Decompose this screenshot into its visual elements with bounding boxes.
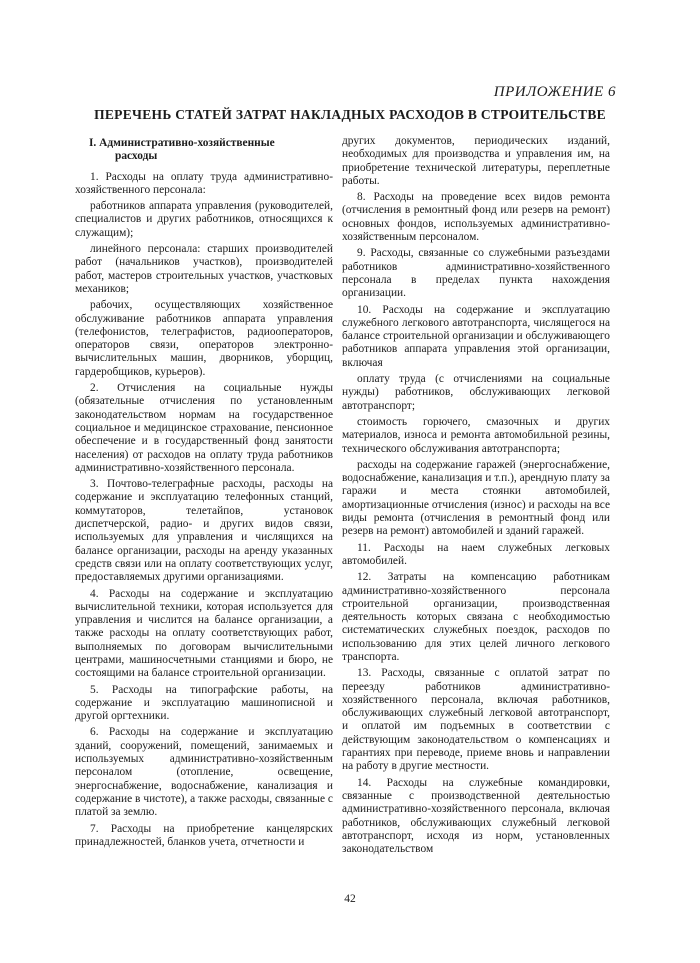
paragraph: других документов, периодических изданий, необходимых для производства и управления им, на приобретение технической литературы, переплетные работы. [342,135,610,187]
paragraph: 8. Расходы на проведение всех видов ремонта (отчисления в ремонтный фонд или резерв на ремонт) основных фондов, используемых административно-хозяйственным персоналом. [342,191,610,244]
paragraph: 1. Расходы на оплату труда административно-хозяйственного персонала: [75,170,333,196]
page-number: 42 [344,893,356,905]
paragraph: 7. Расходы на приобретение канцелярских принадлежностей, бланков учета, отчетности и [75,822,333,848]
paragraph: 6. Расходы на содержание и эксплуатацию зданий, сооружений, помещений, занимаемых и используемых административно-хозяйственным персоналом (отопление, освещение, энергоснабжение, водоснабжение, канализация и содержание в чистоте), а также расходы, связанные с платой за землю. [75,726,333,819]
paragraph: 9. Расходы, связанные со служебными разъездами работников административно-хозяйственного персонала в пределах пункта нахождения организации. [342,247,610,300]
paragraph: 5. Расходы на типографские работы, на содержание и эксплуатацию машинописной и другой оргтехники. [75,683,333,723]
paragraph: 2. Отчисления на социальные нужды (обязательные отчисления по установленным законодательством нормам на государственное социальное и медицинское страхование, пенсионное обеспечение и в государственный фонд занятости населения) от расходов на оплату труда работников административно-хозяйственного персонала. [75,382,333,474]
paragraph: работников аппарата управления (руководителей, специалистов и других работников, относящихся к служащим); [75,200,333,239]
left-column [75,135,333,852]
section-heading-line-1: I. Административно-хозяйственные [89,137,275,149]
page-title: ПЕРЕЧЕНЬ СТАТЕЙ ЗАТРАТ НАКЛАДНЫХ РАСХОДОВ В СТРОИТЕЛЬСТВЕ [94,107,606,122]
appendix-label: ПРИЛОЖЕНИЕ 6 [493,84,616,100]
section-heading [75,137,333,164]
section-heading-line-2: расходы [115,150,158,163]
paragraph: 13. Расходы, связанные с оплатой затрат по переезду работников административно-хозяйственного персонала, включая работников, обслуживающих служебный легковой автотранспорт, и оплатой им подъемных в соответствии с действующим законодательством о компенсациях и гарантиях при переводе, приеме вновь и направлении на работу в другие местности. [342,667,610,773]
paragraph: стоимость горючего, смазочных и других материалов, износа и ремонта автомобильной резины, технического обслуживания автотранспорта; [342,415,610,455]
paragraph: 3. Почтово-телеграфные расходы, расходы на содержание и эксплуатацию телефонных станций, коммутаторов, телетайпов, установок диспетчерской, радио- и других видов связи, используемых для управления и числящихся на балансе организации, расходы на аренду указанных средств связи или на оплату соответствующих услуг, предоставляемых другими организациями. [75,478,333,584]
paragraph: 12. Затраты на компенсацию работникам административно-хозяйственного персонала строительной организации, производственная деятельность которых связана с необходимостью систематических служебных поездок, расходов по использованию для этих целей личного легкового транспорта. [342,571,610,663]
paragraph: 10. Расходы на содержание и эксплуатацию служебного легкового автотранспорта, числящегося на балансе строительной организации и обслуживающего работников аппарата управления этой организации, включая [342,303,610,369]
right-column [342,135,610,859]
paragraph: расходы на содержание гаражей (энергоснабжение, водоснабжение, канализация и т.п.), арендную плату за гаражи и места стоянки автомобилей, амортизационные отчисления (износ) и расходы на все виды ремонта (отчисления в ремонтный фонд или резерв на ремонт) автомобилей и зданий гаражей. [342,458,610,538]
paragraph: 4. Расходы на содержание и эксплуатацию вычислительной техники, которая используется для управления и числится на балансе организации, а также расходы на оплату соответствующих работ, выполняемых по договорам вычислительными центрами, машиносчетными станциями и бюро, не состоящими на балансе строительной организации. [75,587,333,680]
paragraph: 14. Расходы на служебные командировки, связанные с производственной деятельностью административно-хозяйственного персонала, включая работников, обслуживающих служебный легковой автотранспорт, исходя из норм, установленных законодательством [342,776,610,856]
paragraph: 11. Расходы на наем служебных легковых автомобилей. [342,541,610,567]
paragraph: линейного персонала: старших производителей работ (начальников участков), производителей работ, мастеров строительных участков, участковых механиков; [75,243,333,295]
paragraph: оплату труда (с отчислениями на социальные нужды) работников, обслуживающих легковой автотранспорт; [342,373,610,412]
paragraph: рабочих, осуществляющих хозяйственное обслуживание работников аппарата управления (телефонистов, телеграфистов, радиооператоров, операторов связи, операторов электронно-вычислительных машин, дворников, уборщиц, гардеробщиков, курьеров). [75,299,333,378]
